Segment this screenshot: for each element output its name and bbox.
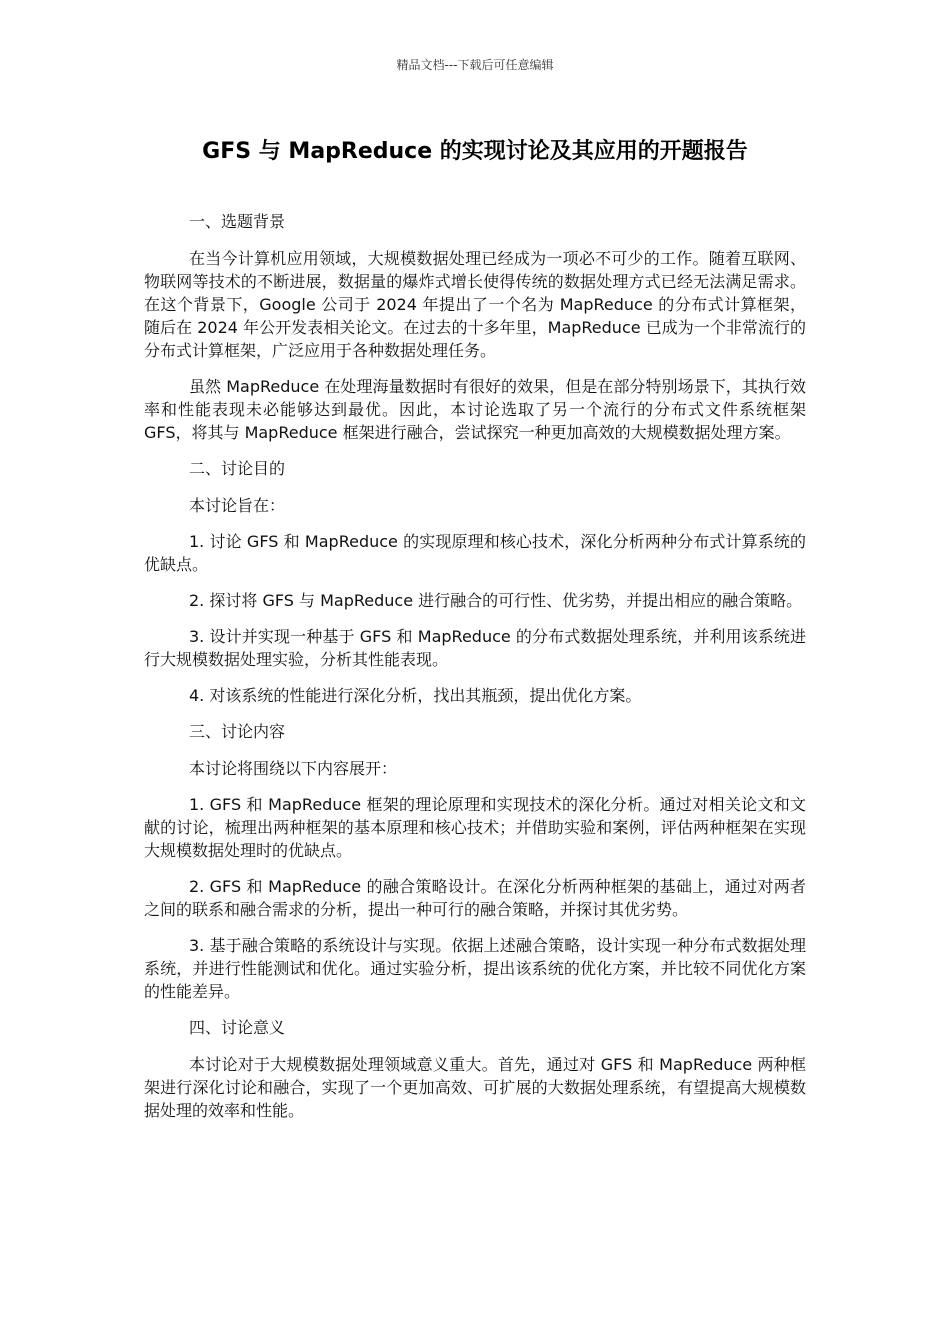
paragraph-background-1: 在当今计算机应用领域，大规模数据处理已经成为一项必不可少的工作。随着互联网、物联网等技术的不断进展，数据量的爆炸式增长使得传统的数据处理方式已经无法满足需求。在这个背景下，Google 公司于 2024 年提出了一个名为 MapReduce 的分布式计算框架，随后在 2024 年公开发表相关论文。在过去的十多年里，MapReduce 已成为一个非常流行的分布式计算框架，广泛应用于各种数据处理任务。 xyxy=(144,249,806,360)
section-heading-content: 三、讨论内容 xyxy=(189,722,286,741)
list-item-content-3: 3. 基于融合策略的系统设计与实现。依据上述融合策略，设计实现一种分布式数据处理系统，并进行性能测试和优化。通过实验分析，提出该系统的优化方案，并比较不同优化方案的性能差异。 xyxy=(144,936,806,1001)
paragraph-purpose-intro: 本讨论旨在： xyxy=(189,496,286,515)
list-item-purpose-3: 3. 设计并实现一种基于 GFS 和 MapReduce 的分布式数据处理系统，并利用该系统进行大规模数据处理实验，分析其性能表现。 xyxy=(144,627,806,669)
list-item-content-2: 2. GFS 和 MapReduce 的融合策略设计。在深化分析两种框架的基础上，通过对两者之间的联系和融合需求的分析，提出一种可行的融合策略，并探讨其优劣势。 xyxy=(144,877,806,919)
section-heading-significance: 四、讨论意义 xyxy=(189,1018,286,1037)
header-note: 精品文档---下载后可任意编辑 xyxy=(396,58,554,72)
paragraph-significance: 本讨论对于大规模数据处理领域意义重大。首先，通过对 GFS 和 MapReduce 两种框架进行深化讨论和融合，实现了一个更加高效、可扩展的大数据处理系统，有望提高大规模数据处理的效率和性能。 xyxy=(144,1055,806,1120)
list-item-purpose-2: 2. 探讨将 GFS 与 MapReduce 进行融合的可行性、优劣势，并提出相应的融合策略。 xyxy=(189,591,803,610)
document-body xyxy=(144,210,806,1135)
list-item-purpose-4: 4. 对该系统的性能进行深化分析，找出其瓶颈，提出优化方案。 xyxy=(189,686,642,705)
document-title: GFS 与 MapReduce 的实现讨论及其应用的开题报告 xyxy=(202,139,748,164)
section-heading-background: 一、选题背景 xyxy=(189,212,286,231)
paragraph-background-2: 虽然 MapReduce 在处理海量数据时有很好的效果，但是在部分特别场景下，其执行效率和性能表现未必能够达到最优。因此，本讨论选取了另一个流行的分布式文件系统框架 GFS，将其与 MapReduce 框架进行融合，尝试探究一种更加高效的大规模数据处理方案。 xyxy=(144,377,806,442)
paragraph-content-intro: 本讨论将围绕以下内容展开： xyxy=(189,759,398,778)
list-item-content-1: 1. GFS 和 MapReduce 框架的理论原理和实现技术的深化分析。通过对相关论文和文献的讨论，梳理出两种框架的基本原理和核心技术；并借助实验和案例，评估两种框架在实现大规模数据处理时的优缺点。 xyxy=(144,795,806,860)
list-item-purpose-1: 1. 讨论 GFS 和 MapReduce 的实现原理和核心技术，深化分析两种分布式计算系统的优缺点。 xyxy=(144,532,806,574)
section-heading-purpose: 二、讨论目的 xyxy=(189,459,286,478)
